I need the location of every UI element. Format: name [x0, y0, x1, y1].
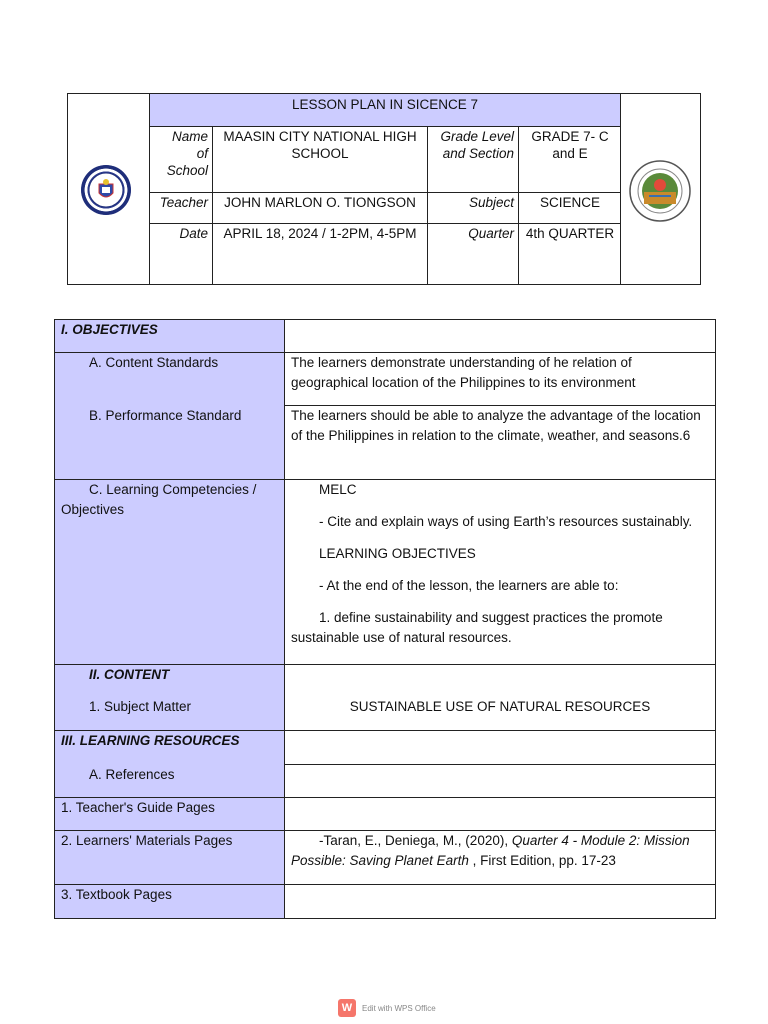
deped-seal-icon — [81, 165, 131, 215]
melc-heading: MELC — [319, 482, 357, 497]
learners-materials-label: 2. Learners' Materials Pages — [61, 833, 233, 848]
date-label: Date — [179, 226, 208, 241]
learning-resources-row — [55, 731, 716, 765]
grade-level-value: GRADE 7- C and E — [531, 129, 609, 161]
date-value: APRIL 18, 2024 / 1-2PM, 4-5PM — [223, 226, 417, 241]
competencies-row — [55, 480, 716, 665]
references-label: A. References — [89, 766, 175, 782]
lesson-plan-table — [54, 319, 716, 919]
performance-standard-label: B. Performance Standard — [89, 407, 242, 423]
wps-footer-text: Edit with WPS Office — [362, 1003, 436, 1013]
teacher-name: JOHN MARLON O. TIONGSON — [224, 195, 416, 210]
quarter-label: Quarter — [468, 226, 514, 241]
learning-objective-item: 1. define sustainability and suggest practices the promote sustainable use of natural resources. — [291, 610, 663, 645]
teacher-label: Teacher — [159, 195, 208, 210]
content-standards-label: A. Content Standards — [89, 355, 219, 370]
teachers-guide-label: 1. Teacher's Guide Pages — [61, 800, 215, 815]
division-seal-logo — [629, 160, 691, 222]
melc-text: - Cite and explain ways of using Earth’s resources sustainably. — [319, 514, 693, 529]
grade-level-label: Grade Level and Section — [440, 129, 514, 161]
header-table — [67, 93, 701, 285]
learning-objectives-heading: LEARNING OBJECTIVES — [319, 546, 476, 561]
lesson-plan-title: LESSON PLAN IN SICENCE 7 — [150, 94, 620, 126]
name-of-school-label: Name of School — [166, 129, 208, 178]
subject-value: SCIENCE — [539, 195, 600, 210]
learners-materials-authors: -Taran, E., Deniega, M., (2020), — [319, 833, 512, 848]
division-seal-icon — [629, 160, 691, 222]
objectives-heading: I. OBJECTIVES — [61, 322, 158, 337]
subject-matter-value: SUSTAINABLE USE OF NATURAL RESOURCES — [349, 699, 651, 714]
textbook-row — [55, 885, 716, 919]
textbook-label: 3. Textbook Pages — [61, 887, 172, 902]
wps-logo-icon: W — [338, 999, 356, 1017]
learning-objectives-intro: - At the end of the lesson, the learners are able to: — [319, 578, 619, 593]
learners-materials-edition: , First Edition, pp. 17-23 — [468, 853, 616, 868]
subject-label: Subject — [468, 195, 514, 210]
content-standards-row — [55, 353, 716, 406]
content-standards-text: The learners demonstrate understanding of he relation of geographical location of the Philippines to its environment — [291, 355, 636, 390]
content-heading: II. CONTENT — [89, 667, 170, 682]
school-name: MAASIN CITY NATIONAL HIGH SCHOOL — [223, 129, 417, 161]
objectives-row — [55, 320, 716, 353]
subject-matter-label: 1. Subject Matter — [89, 699, 192, 714]
wps-footer[interactable] — [338, 998, 436, 1018]
content-row — [55, 665, 716, 731]
performance-standard-text: The learners should be able to analyze the advantage of the location of the Philippines in relation to the climate, weather, and seasons.6 — [291, 408, 701, 443]
competencies-label: C. Learning Competencies / Objectives — [61, 482, 257, 517]
performance-standard-row — [55, 406, 716, 480]
quarter-value: 4th QUARTER — [525, 226, 615, 241]
teachers-guide-row — [55, 798, 716, 831]
learners-materials-row — [55, 831, 716, 885]
learners-materials-title: Quarter 4 - Module 2: Mission Possible: Saving Planet Earth — [291, 833, 690, 868]
learning-resources-heading: III. LEARNING RESOURCES — [61, 733, 240, 748]
references-row — [55, 765, 716, 798]
deped-seal-logo — [81, 165, 131, 215]
